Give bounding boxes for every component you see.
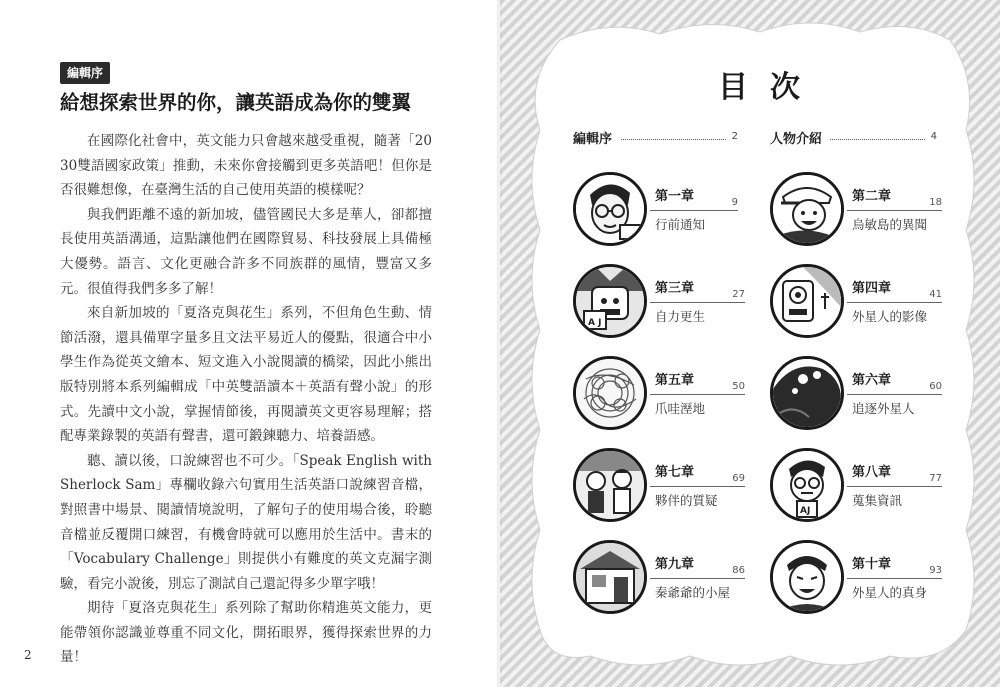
chapter-8-illustration xyxy=(770,448,844,522)
foreword-body xyxy=(60,129,432,670)
toc-entry-page: 2 xyxy=(731,131,738,142)
right-page-toc xyxy=(500,0,1000,687)
chapter-title: 第二章 xyxy=(852,189,892,204)
toc-chapter-8[interactable] xyxy=(770,448,942,523)
chapter-page: 9 xyxy=(731,197,738,208)
chapter-subtitle: 追逐外星人 xyxy=(852,401,915,416)
chapter-rule xyxy=(847,302,942,303)
chapter-page: 93 xyxy=(929,565,942,576)
chapter-title: 第四章 xyxy=(852,281,892,296)
chapter-page: 50 xyxy=(732,381,745,392)
chapter-subtitle: 夥伴的質疑 xyxy=(655,493,718,508)
chapter-subtitle: 外星人的真身 xyxy=(852,585,928,600)
toc-entry-characters[interactable] xyxy=(770,128,937,148)
svg-text:A J: A J xyxy=(588,318,602,328)
chapter-1-illustration xyxy=(573,172,647,246)
chapter-page: 60 xyxy=(929,381,942,392)
chapter-page: 41 xyxy=(929,289,942,300)
chapter-subtitle: 烏敏島的異聞 xyxy=(852,217,928,232)
toc-entry-label: 編輯序 xyxy=(573,132,613,147)
chapter-title: 第五章 xyxy=(655,373,695,388)
svg-text:AJ: AJ xyxy=(800,506,811,516)
toc-chapter-7[interactable] xyxy=(573,448,745,523)
toc-chapter-3[interactable] xyxy=(573,264,745,339)
chapter-page: 18 xyxy=(929,197,942,208)
chapter-rule xyxy=(847,578,942,579)
chapter-rule xyxy=(847,486,942,487)
foreword-paragraph: 期待「夏洛克與花生」系列除了幫助你精進英文能力，更能帶領你認識並尊重不同文化，開拓眼界，獲得探索世界的力量！ xyxy=(60,600,432,666)
toc-leader-dots xyxy=(621,139,726,140)
chapter-5-illustration xyxy=(573,356,647,430)
toc-leader-dots xyxy=(830,139,925,140)
chapter-subtitle: 外星人的影像 xyxy=(852,309,928,324)
foreword-paragraph: 來自新加坡的「夏洛克與花生」系列，不但角色生動、情節活潑，還具備單字量多且文法平易近人的優點，很適合中小學生作為從英文繪本、短文進入小說閱讀的橋梁，因此小熊出版特別將本系列編輯成「中英雙語讀本＋英語有聲小說」的形式。先讀中文小說，掌握情節後，再閱讀英文更容易理解；搭配專業錄製的英語有聲書，還可鍛鍊聽力、培養語感。 xyxy=(60,305,432,445)
foreword-badge: 編輯序 xyxy=(60,62,110,84)
chapter-3-illustration xyxy=(573,264,647,338)
foreword-paragraph: 聽、讀以後，口說練習也不可少。「Speak English with Sherlock Sam」專欄收錄六句實用生活英語口說練習音檔，對照書中場景、閱讀情境說明，了解句子的使用場合後，聆聽音檔並反覆開口練習，有機會時就可以應用於生活中。書末的「Vocabulary Challenge」則提供小有難度的英文克漏字測驗，看完小說後，別忘了測試自己還記得多少單字哦！ xyxy=(60,452,432,592)
chapter-subtitle: 蒐集資訊 xyxy=(852,493,903,508)
chapter-7-illustration xyxy=(573,448,647,522)
foreword-title: 給想探索世界的你，讓英語成為你的雙翼 xyxy=(60,91,412,114)
chapter-rule xyxy=(650,486,745,487)
chapter-4-illustration xyxy=(770,264,844,338)
chapter-subtitle: 爪哇溼地 xyxy=(655,401,706,416)
chapter-rule xyxy=(650,302,745,303)
toc-entry-foreword[interactable] xyxy=(573,128,738,148)
toc-chapter-1[interactable] xyxy=(573,172,738,247)
toc-chapter-5[interactable] xyxy=(573,356,745,431)
chapter-title: 第一章 xyxy=(655,189,695,204)
toc-entry-page: 4 xyxy=(930,131,937,142)
chapter-subtitle: 自力更生 xyxy=(655,309,706,324)
chapter-page: 69 xyxy=(732,473,745,484)
toc-entry-label: 人物介紹 xyxy=(770,132,823,147)
chapter-rule xyxy=(650,394,745,395)
chapter-page: 77 xyxy=(929,473,942,484)
chapter-9-illustration xyxy=(573,540,647,614)
chapter-rule xyxy=(847,210,942,211)
chapter-title: 第八章 xyxy=(852,465,892,480)
chapter-title: 第九章 xyxy=(655,557,695,572)
chapter-title: 第三章 xyxy=(655,281,695,296)
foreword-paragraph: 在國際化社會中，英文能力只會越來越受重視，隨著「2030雙語國家政策」推動，未來你會接觸到更多英語吧！但你是否很難想像，在臺灣生活的自己使用英語的模樣呢？ xyxy=(60,133,432,199)
chapter-page: 27 xyxy=(732,289,745,300)
chapter-2-illustration xyxy=(770,172,844,246)
toc-chapter-9[interactable] xyxy=(573,540,745,615)
chapter-subtitle: 行前通知 xyxy=(655,217,706,232)
chapter-title: 第十章 xyxy=(852,557,892,572)
chapter-title: 第七章 xyxy=(655,465,695,480)
chapter-10-illustration xyxy=(770,540,844,614)
chapter-6-illustration xyxy=(770,356,844,430)
book-spine-shadow xyxy=(497,0,503,687)
chapter-rule xyxy=(650,210,738,211)
toc-chapter-10[interactable] xyxy=(770,540,942,615)
chapter-subtitle: 秦爺爺的小屋 xyxy=(655,585,731,600)
foreword-paragraph: 與我們距離不遠的新加坡，儘管國民大多是華人，卻都擅長使用英語溝通，這點讓他們在國際貿易、科技發展上具備極大優勢。語言、文化更融合許多不同族群的風情，豐富又多元。很值得我們多多了解！ xyxy=(60,206,432,297)
chapter-rule xyxy=(650,578,745,579)
toc-title: 目次 xyxy=(718,70,822,105)
chapter-title: 第六章 xyxy=(852,373,892,388)
chapter-page: 86 xyxy=(732,565,745,576)
chapter-rule xyxy=(847,394,942,395)
toc-chapter-6[interactable] xyxy=(770,356,942,431)
toc-chapter-4[interactable] xyxy=(770,264,942,339)
toc-chapter-2[interactable] xyxy=(770,172,942,247)
page-number: 2 xyxy=(24,648,32,662)
